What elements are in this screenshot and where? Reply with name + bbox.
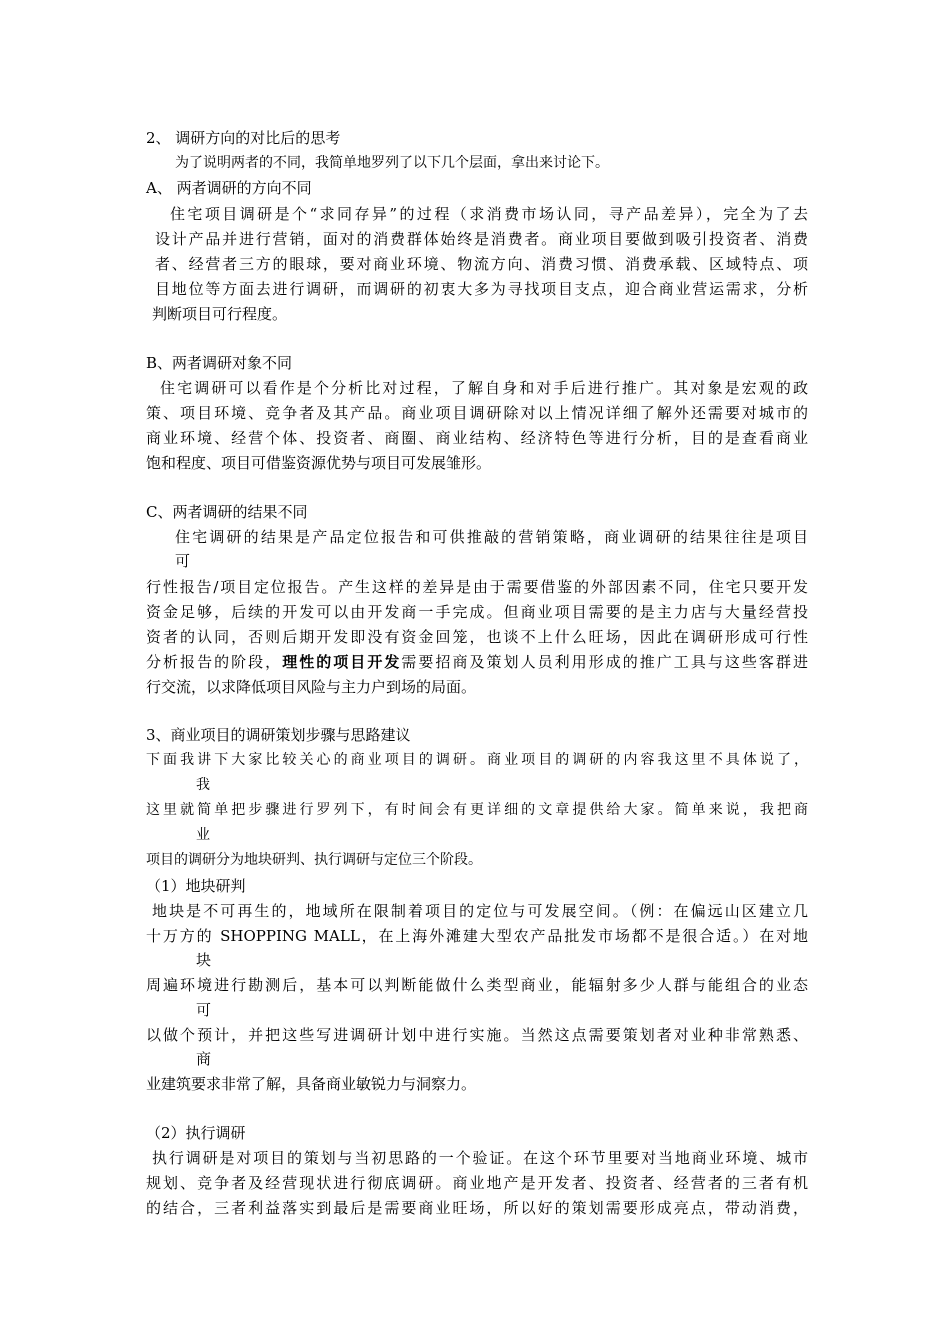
section-c-line: 资金足够，后续的开发可以由开发商一手完成。但商业项目需要的是主力店与大量经营投 <box>146 603 808 621</box>
section-c-heading: C、两者调研的结果不同 <box>146 503 308 521</box>
section-b-heading: B、两者调研对象不同 <box>146 354 293 372</box>
section-b-line: 商业环境、经营个体、投资者、商圈、商业结构、经济特色等进行分析，目的是查看商业 <box>146 429 808 447</box>
part-1-line-wrap: 可 <box>196 1001 212 1019</box>
part-1-line-wrap: 商 <box>196 1050 212 1068</box>
section-c-bold-text: 理性的项目开发 <box>282 653 402 671</box>
part-2-line: 执行调研是对项目的策划与当初思路的一个验证。在这个环节里要对当地商业环境、城市 <box>152 1149 808 1167</box>
section-c-text: 分析报告的阶段， <box>146 653 283 671</box>
section-c-line <box>146 652 808 672</box>
part-1-line: 周遍环境进行勘测后，基本可以判断能做什么类型商业，能辐射多少人群与能组合的业态 <box>146 976 808 994</box>
section-2-heading: 2、 调研方向的对比后的思考 <box>146 129 341 147</box>
section-a-line: 者、经营者三方的眼球，要对商业环境、物流方向、消费习惯、消费承载、区域特点、项 <box>155 255 808 273</box>
section-b-line: 住宅调研可以看作是个分析比对过程，了解自身和对手后进行推广。其对象是宏观的政 <box>160 379 808 397</box>
part-1-line: 业建筑要求非常了解，具备商业敏锐力与洞察力。 <box>146 1075 477 1093</box>
section-c-line-wrap: 可 <box>175 552 191 570</box>
section-b-line: 饱和程度、项目可借鉴资源优势与项目可发展雏形。 <box>146 454 492 472</box>
section-c-line: 行交流，以求降低项目风险与主力户到场的局面。 <box>146 678 477 696</box>
section-b-line: 策、项目环境、竞争者及其产品。商业项目调研除对以上情况详细了解外还需要对城市的 <box>146 404 808 422</box>
part-1-line: 十万方的 SHOPPING MALL，在上海外滩建大型农产品批发市场都不是很合适。）在对地 <box>146 927 808 945</box>
section-c-line: 住宅调研的结果是产品定位报告和可供推敲的营销策略，商业调研的结果往往是项目 <box>175 528 808 546</box>
section-3-line-wrap: 我 <box>196 777 210 793</box>
section-c-text: 需要招商及策划人员利用形成的推广工具与这些客群进 <box>401 653 808 671</box>
section-c-line: 资者的认同，否则后期开发即没有资金回笼，也谈不上什么旺场，因此在调研形成可行性 <box>146 628 808 646</box>
section-a-line: 住宅项目调研是个“求同存异”的过程（求消费市场认同，寻产品差异），完全为了去 <box>170 205 808 223</box>
part-1-line: 以做个预计，并把这些写进调研计划中进行实施。当然这点需要策划者对业种非常熟悉、 <box>146 1026 808 1044</box>
part-2-line: 规划、竞争者及经营现状进行彻底调研。商业地产是开发者、投资者、经营者的三者有机 <box>146 1174 808 1192</box>
section-3-line-wrap: 业 <box>196 827 210 843</box>
section-3-line: 这里就简单把步骤进行罗列下，有时间会有更详细的文章提供给大家。简单来说，我把商 <box>146 802 808 818</box>
part-1-heading: （1）地块研判 <box>146 877 246 895</box>
section-c-line: 行性报告/项目定位报告。产生这样的差异是由于需要借鉴的外部因素不同，住宅只要开发 <box>146 578 808 596</box>
section-a-heading: A、 两者调研的方向不同 <box>146 179 312 197</box>
part-2-heading: （2）执行调研 <box>146 1124 246 1142</box>
section-2-intro: 为了说明两者的不同，我简单地罗列了以下几个层面，拿出来讨论下。 <box>175 155 609 171</box>
section-3-line: 下面我讲下大家比较关心的商业项目的调研。商业项目的调研的内容我这里不具体说了， <box>146 752 808 768</box>
section-a-line: 判断项目可行程度。 <box>152 305 288 323</box>
part-1-line-wrap: 块 <box>196 951 212 969</box>
section-a-line: 设计产品并进行营销，面对的消费群体始终是消费者。商业项目要做到吸引投资者、消费 <box>155 230 808 248</box>
section-3-line: 项目的调研分为地块研判、执行调研与定位三个阶段。 <box>146 852 482 868</box>
part-2-line: 的结合，三者利益落实到最后是需要商业旺场，所以好的策划需要形成亮点，带动消费， <box>146 1199 808 1217</box>
section-3-heading: 3、商业项目的调研策划步骤与思路建议 <box>146 726 411 744</box>
part-1-line: 地块是不可再生的，地域所在限制着项目的定位与可发展空间。（例：在偏远山区建立几 <box>152 902 808 920</box>
section-a-line: 目地位等方面去进行调研，而调研的初衷大多为寻找项目支点，迎合商业营运需求，分析 <box>155 280 808 298</box>
